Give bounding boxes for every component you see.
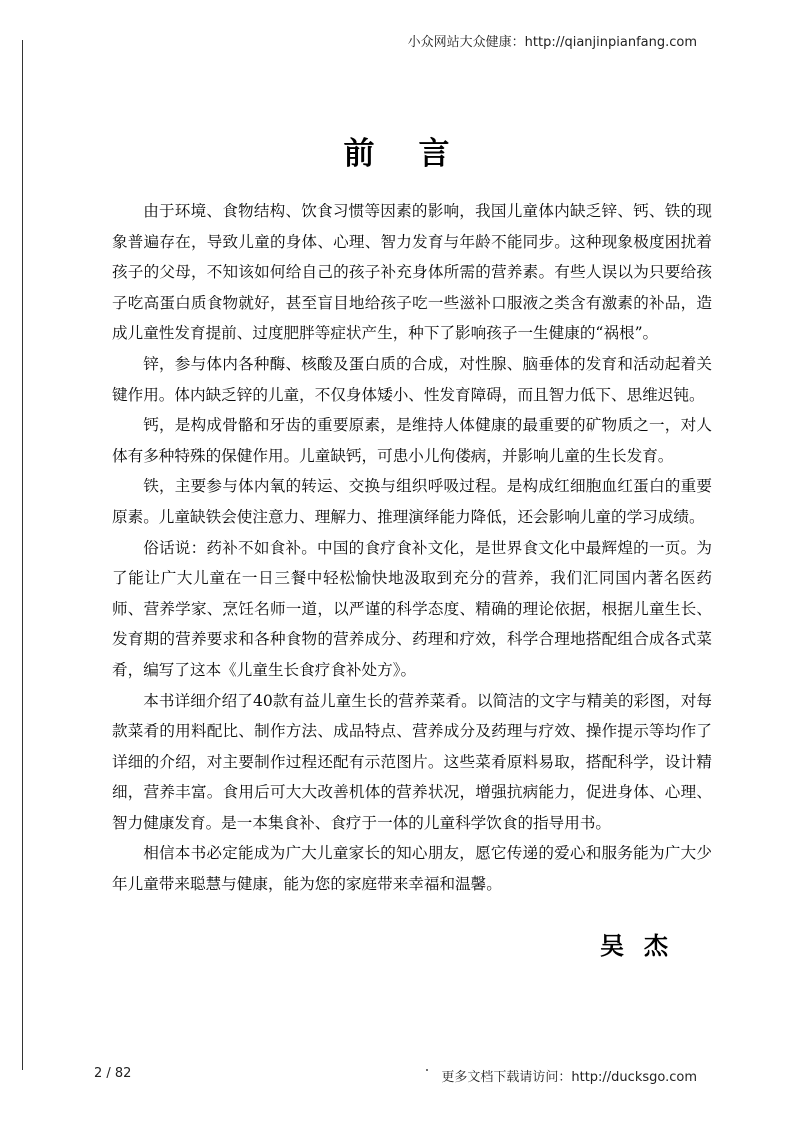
- left-margin-rule: [22, 40, 23, 1070]
- header-site-link[interactable]: 小众网站大众健康：http://qianjinpianfang.com: [407, 35, 697, 50]
- paragraph-1: 由于环境、食物结构、饮食习惯等因素的影响，我国儿童体内缺乏锌、钙、铁的现象普遍存在，导致儿童的身体、心理、智力发育与年龄不能同步。这种现象极度困扰着孩子的父母，不知该如何给自己的孩子补充身体所需的营养素。有些人误以为只要给孩子吃高蛋白质食物就好，甚至盲目地给孩子吃一些滋补口服液之类含有激素的补品，造成儿童性发育提前、过度肥胖等症状产生，种下了影响孩子一生健康的“祸根”。: [112, 202, 712, 343]
- paragraph-3: 钙，是构成骨骼和牙齿的重要原素，是维持人体健康的最重要的矿物质之一，对人体有多种特殊的保健作用。儿童缺钙，可患小儿佝偻病，并影响儿童的生长发育。: [112, 416, 712, 465]
- paragraph-5: 俗话说：药补不如食补。中国的食疗食补文化，是世界食文化中最辉煌的一页。为了能让广大儿童在一日三餐中轻松愉快地汲取到充分的营养，我们汇同国内著名医药师、营养学家、烹饪名师一道，以严谨的科学态度、精确的理论依据，根据儿童生长、发育期的营养要求和各种食物的营养成分、药理和疗效，科学合理地搭配组合成各式菜肴，编写了这本《儿童生长食疗食补处方》。: [112, 538, 712, 679]
- author-signature: 吴杰: [600, 931, 688, 960]
- paragraph-4: 铁，主要参与体内氧的转运、交换与组织呼吸过程。是构成红细胞血红蛋白的重要原素。儿童缺铁会使注意力、理解力、推理演绎能力降低，还会影响儿童的学习成绩。: [112, 477, 712, 526]
- paragraph-6: 本书详细介绍了40款有益儿童生长的营养菜肴。以简洁的文字与精美的彩图，对每款菜肴的用料配比、制作方法、成品特点、营养成分及药理与疗效、操作提示等均作了详细的介绍，对主要制作过程还配有示范图片。这些菜肴原料易取，搭配科学，设计精细，营养丰富。食用后可大大改善机体的营养状况，增强抗病能力，促进身体、心理、智力健康发育。是一本集食补、食疗于一体的儿童科学饮食的指导用书。: [112, 691, 712, 832]
- preface-body: [112, 196, 712, 900]
- paragraph-7: 相信本书必定能成为广大儿童家长的知心朋友，愿它传递的爱心和服务能为广大少年儿童带来聪慧与健康，能为您的家庭带来幸福和温馨。: [112, 844, 712, 894]
- footer-dot: [426, 1069, 428, 1071]
- page-title: 前言: [343, 136, 494, 172]
- footer-download-link[interactable]: 更多文档下载请访问：http://ducksgo.com: [441, 1070, 697, 1085]
- page-indicator: 2 / 82: [94, 1066, 132, 1081]
- paragraph-2: 锌，参与体内各种酶、核酸及蛋白质的合成，对性腺、脑垂体的发育和活动起着关键作用。体内缺乏锌的儿童，不仅身体矮小、性发育障碍，而且智力低下、思维迟钝。: [112, 354, 712, 404]
